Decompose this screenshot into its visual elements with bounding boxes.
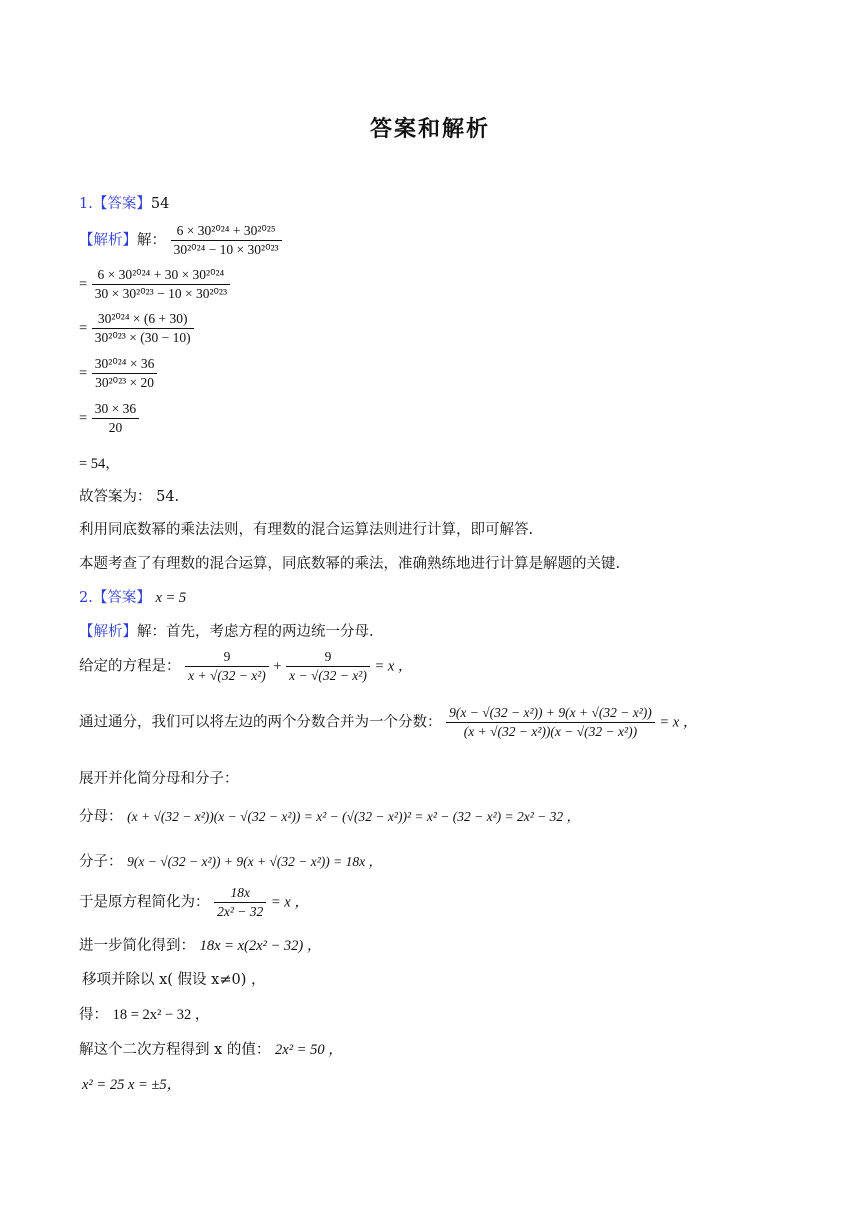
q2-analysis-text: 解：首先，考虑方程的两边统一分母. xyxy=(137,624,374,640)
q2-given-tail: = x ， xyxy=(374,658,413,675)
q2-combine-num: 9(x − √(32 − x²)) + 9(x + √(32 − x²)) xyxy=(446,704,655,723)
q2-get xyxy=(79,1003,209,1024)
q2-simplified-tail: = x ， xyxy=(270,894,309,911)
q1-step2-num: 30²⁰²⁴ × (6 + 30) xyxy=(92,310,194,329)
q2-denominator-line xyxy=(79,805,580,826)
q1-answer-value: 54 xyxy=(150,196,170,212)
q2-given-fraction-1 xyxy=(185,648,269,685)
q2-answer-tag: 【答案】 xyxy=(92,590,151,606)
q1-analysis-start xyxy=(79,222,282,259)
q2-numerator-label: 分子： xyxy=(79,854,123,870)
q1-step1-den: 30 × 30²⁰²³ − 10 × 30²⁰²³ xyxy=(94,286,227,301)
q1-step3-num: 30²⁰²⁴ × 36 xyxy=(92,355,158,374)
q2-simplified-den: 2x² − 32 xyxy=(217,904,264,919)
page-title: 答案和解析 xyxy=(369,117,490,142)
q2-denominator-expr: (x + √(32 − x²))(x − √(32 − x²)) = x² − (√(32 − x²))² = x² − (32 − x²) = 2x² − 32 ， xyxy=(127,809,581,824)
q2-given-f2-num: 9 xyxy=(286,648,370,667)
q2-given-f1-num: 9 xyxy=(185,648,269,667)
q2-combine-label: 通过通分，我们可以将左边的两个分数合并为一个分数： xyxy=(79,714,442,731)
equals-sign: = xyxy=(79,320,88,337)
q1-step4 xyxy=(79,400,139,437)
q2-answer-line xyxy=(79,586,186,607)
q2-given-label: 给定的方程是： xyxy=(79,658,181,675)
q2-given-f2-den: x − √(32 − x²) xyxy=(289,668,367,683)
q1-analysis-prefix: 解： xyxy=(137,232,166,249)
equals-sign: = xyxy=(79,365,88,382)
q2-simplified-label: 于是原方程简化为： xyxy=(79,894,210,911)
q1-step5: = 54， xyxy=(79,456,120,472)
q1-step0-num: 6 × 30²⁰²⁴ + 30²⁰²⁵ xyxy=(171,222,282,241)
q2-analysis-start xyxy=(79,620,374,641)
q1-step0-fraction xyxy=(171,222,282,259)
q2-solve-expr: 2x² = 50 ， xyxy=(275,1042,343,1058)
q2-combine-den: (x + √(32 − x²))(x − √(32 − x²)) xyxy=(463,724,638,739)
q2-denominator-label: 分母： xyxy=(79,809,123,825)
q2-numerator-line xyxy=(79,850,382,871)
q2-further-expr: 18x = x(2x² − 32) ， xyxy=(199,938,322,954)
q2-expand-label: 展开并化简分母和分子： xyxy=(79,771,239,787)
q2-given-f1-den: x + √(32 − x²) xyxy=(188,668,266,683)
q1-answer-line xyxy=(79,192,169,213)
plus-sign: + xyxy=(273,658,282,675)
equals-sign: = xyxy=(79,410,88,427)
q1-step0-den: 30²⁰²⁴ − 10 × 30²⁰²³ xyxy=(173,242,279,257)
q2-given-fraction-2 xyxy=(286,648,370,685)
q1-step2-den: 30²⁰²³ × (30 − 10) xyxy=(94,330,191,345)
q2-simplified-num: 18x xyxy=(214,884,266,903)
q1-step2 xyxy=(79,310,194,347)
q1-answer-tag: 【答案】 xyxy=(92,196,151,212)
q1-step3-fraction xyxy=(92,355,158,392)
q2-solve-label: 解这个二次方程得到 x 的值： xyxy=(79,1042,271,1058)
q2-simplified xyxy=(79,884,309,921)
q2-given-equation xyxy=(79,648,412,685)
q1-step2-fraction xyxy=(92,310,194,347)
q2-further xyxy=(79,934,321,955)
q2-combine-tail: = x ， xyxy=(659,714,698,731)
q1-step1-fraction xyxy=(92,266,230,303)
q1-step1-num: 6 × 30²⁰²⁴ + 30 × 30²⁰²⁴ xyxy=(92,266,230,285)
q2-combine-fraction xyxy=(446,704,655,741)
q1-analysis-tag: 【解析】 xyxy=(79,232,137,249)
q2-analysis-tag: 【解析】 xyxy=(79,624,137,640)
q1-step4-den: 20 xyxy=(108,420,123,435)
q2-combine xyxy=(79,704,697,741)
q2-answer-value: x = 5 xyxy=(155,590,187,606)
q1-step3-den: 30²⁰²³ × 20 xyxy=(95,375,155,390)
q2-number: 2. xyxy=(79,590,93,606)
q2-get-expr: 18 = 2x² − 32 ， xyxy=(112,1007,210,1023)
q1-step4-num: 30 × 36 xyxy=(92,400,139,419)
q2-simplified-fraction xyxy=(214,884,266,921)
q1-number: 1. xyxy=(79,196,93,212)
q1-final-answer: 故答案为： 54. xyxy=(79,489,180,505)
q2-solve xyxy=(79,1038,343,1059)
q2-final-line: x² = 25 x = ±5， xyxy=(82,1077,182,1093)
equals-sign: = xyxy=(79,276,88,293)
q1-step1 xyxy=(79,266,230,303)
q2-move-line: 移项并除以 x( 假设 x≠0) ， xyxy=(82,972,266,988)
q1-note-concept: 本题考查了有理数的混合运算，同底数幂的乘法，准确熟练地进行计算是解题的关键. xyxy=(79,556,621,572)
q2-numerator-expr: 9(x − √(32 − x²)) + 9(x + √(32 − x²)) = 18x ， xyxy=(127,854,382,869)
q1-step3 xyxy=(79,355,157,392)
q1-note-method: 利用同底数幂的乘法法则，有理数的混合运算法则进行计算，即可解答. xyxy=(79,522,534,538)
q2-get-label: 得： xyxy=(79,1007,108,1023)
q2-further-label: 进一步简化得到： xyxy=(79,938,195,954)
q1-step4-fraction xyxy=(92,400,139,437)
